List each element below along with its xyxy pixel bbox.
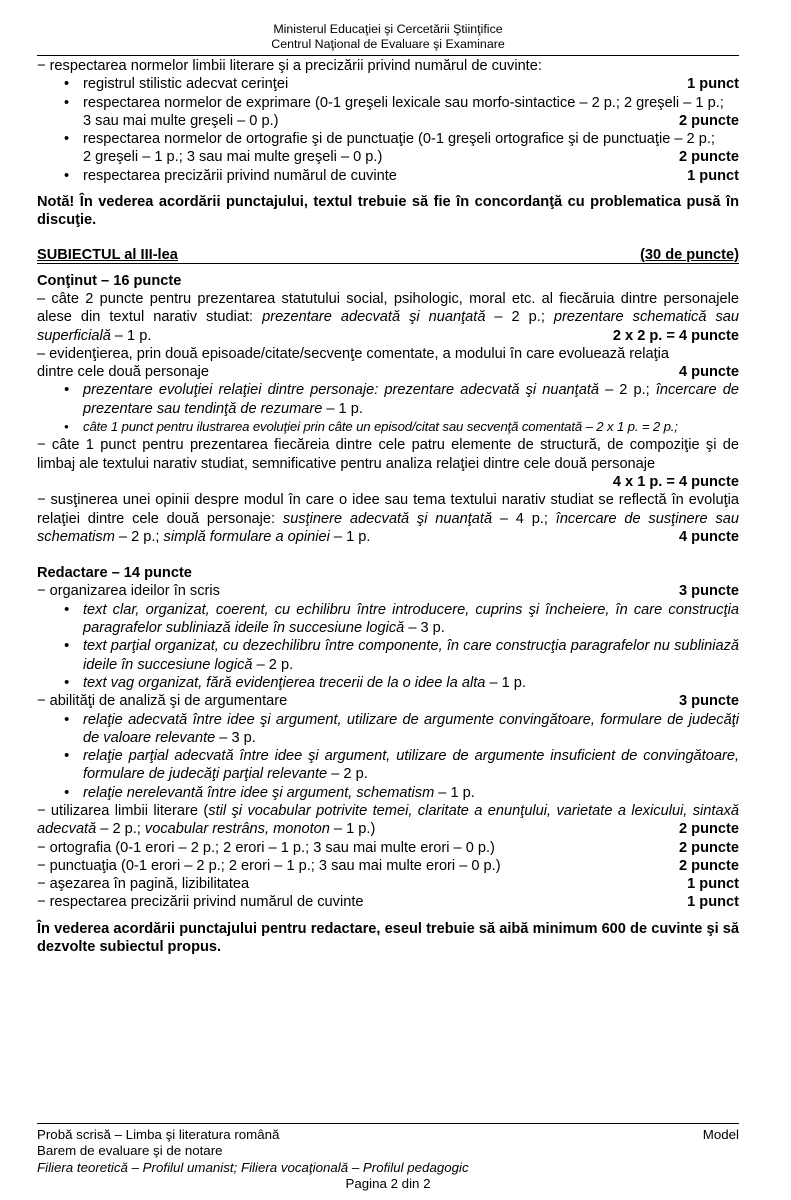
criterion-text: − organizarea ideilor în scris [37, 583, 220, 600]
content-criterion-structure-points: 4 x 1 p. = 4 puncte [612, 473, 739, 490]
scale-name: Barem de evaluare şi de notare [37, 1143, 223, 1159]
criterion-word-count [37, 167, 739, 185]
text-italic: stil şi vocabular potrivite temei, claritate a enunţului, varietate a lexicului, sintaxă adecvată [37, 802, 740, 838]
text-italic: text vag organizat, fără evidenţierea trecerii de la o idee la alta [83, 674, 486, 691]
criterion-points: 1 punct [687, 167, 739, 184]
criterion-points: 1 punct [687, 894, 739, 911]
content-criterion-relation [37, 345, 739, 382]
writing-criterion-punctuation [37, 857, 739, 875]
text: – 1 p. [485, 674, 526, 691]
argumentation-level-1 [37, 784, 739, 802]
page-header [37, 22, 739, 56]
argumentation-level-3 [37, 711, 739, 748]
text: – 1 p.) [329, 821, 376, 838]
content-heading: Conţinut – 16 puncte [37, 272, 182, 289]
text: – 2 p.; [114, 528, 164, 545]
text-italic: prezentare evoluţiei relaţiei dintre personaje: prezentare adecvată şi nuanţată [83, 382, 600, 399]
criterion-points: 4 puncte [678, 364, 739, 381]
criterion-text-line2: 2 greşeli – 1 p.; 3 sau mai multe greşeli – 0 p.) [83, 149, 383, 166]
text-italic: relaţie adecvată între idee şi argument, utilizare de argumente convingătoare, formulare de judecăţi de valoare relevante [83, 711, 739, 746]
text: − susţinerea unei opinii despre modul în care o idee sau tema textului narativ studiat se reflectă în evoluţia relaţiei dintre cele două personaje: [37, 492, 739, 527]
center-name: Centrul Naţional de Evaluare şi Examinare [271, 37, 505, 51]
criterion-points: 3 puncte [678, 583, 739, 600]
criterion-text: • registrul stilistic adecvat cerinţei [83, 76, 289, 93]
organization-level-3 [37, 601, 739, 638]
criterion-points: 1 punct [687, 876, 739, 893]
criterion-points: 3 puncte [678, 693, 739, 710]
subject-heading [37, 247, 739, 264]
text-italic: prezentare schematică sau superficială [37, 309, 739, 344]
writing-heading: Redactare – 14 puncte [37, 565, 192, 582]
text: – 1 p. [434, 784, 475, 801]
criterion-expression-norms [37, 94, 739, 131]
text: – 1 p. [329, 528, 371, 545]
criterion-text: − aşezarea în pagină, lizibilitatea [37, 876, 250, 893]
criterion-points: 2 puncte [678, 149, 739, 166]
criterion-text-line1: • respectarea normelor de ortografie şi de punctuaţie (0-1 greşeli ortografice şi de punctuaţie – 2 p.; [83, 131, 715, 148]
text: – 1 p. [110, 327, 152, 344]
page-number: Pagina 2 din 2 [345, 1175, 431, 1191]
content-criterion-status-points: 2 x 2 p. = 4 puncte [612, 327, 739, 344]
text: – 1 p. [322, 400, 363, 417]
literary-language-points: 2 puncte [678, 821, 739, 838]
page-footer [37, 1123, 739, 1192]
text: – 2 p. [252, 656, 294, 673]
criterion-text-line1: • respectarea normelor de exprimare (0-1 greşeli lexicale sau morfo-sintactice – 2 p.; 2 greşeli – 1 p.; [83, 94, 724, 111]
writing-criterion-word-count [37, 893, 739, 911]
exam-name: Probă scrisă – Limba şi literatura română [37, 1127, 280, 1142]
text: – 2 p. [327, 766, 368, 783]
criterion-text-line2: dintre cele două personaje [37, 364, 210, 381]
text-italic: text parţial organizat, cu dezechilibru între componente, în care construcţia paragrafelor nu subliniază ideile în succesiune logică [83, 638, 739, 673]
criterion-points: 2 puncte [678, 839, 739, 856]
text: – câte 2 puncte pentru prezentarea statutului social, psihologic, moral etc. al fiecăruia dintre personajele alese din textul narativ studiat: [37, 290, 739, 326]
criterion-text-line2: 3 sau mai multe greşeli – 0 p.) [83, 112, 279, 129]
text-italic: relaţie nerelevantă între idee şi argument, schematism [83, 784, 435, 801]
text-italic: relaţie parţial adecvată între idee şi argument, utilizare de argumente insuficient de convingătoare, formulare de judecăţi parţial relevante [83, 748, 739, 783]
criterion-orthography-norms [37, 130, 739, 167]
relation-evolution-bullet [37, 381, 739, 418]
writing-criterion-argumentation [37, 692, 739, 710]
text-italic: susţinere adecvată şi nuanţată [282, 510, 493, 527]
text: – 3 p. [215, 729, 256, 746]
text-italic: vocabular restrâns, monoton [144, 821, 330, 838]
norms-intro: − respectarea normelor limbii literare şi a precizării privind numărul de cuvinte: [37, 58, 542, 74]
criterion-text: • respectarea precizării privind numărul de cuvinte [83, 167, 397, 184]
profile-line: Filiera teoretică – Profilul umanist; Filiera vocaţională – Profilul pedagogic [37, 1159, 469, 1175]
criterion-text: − punctuaţia (0-1 erori – 2 p.; 2 erori – 1 p.; 3 sau mai multe erori – 0 p.) [37, 857, 501, 874]
text: – 2 p.; [96, 821, 145, 838]
document-body [37, 57, 739, 956]
text: – 2 p.; [485, 309, 554, 326]
relation-episode-bullet: • câte 1 punct pentru ilustrarea evoluţiei prin câte un episod/citat sau secvenţă comentată – 2 x 1 p. = 2 p.; [37, 418, 739, 436]
text-italic: prezentare adecvată şi nuanţată [262, 309, 486, 326]
text-italic: încercare de susţinere sau schematism [37, 510, 739, 545]
text: – 3 p. [404, 620, 445, 637]
text-italic: simplă formulare a opiniei [163, 528, 330, 545]
subject-title: SUBIECTUL al III-lea [37, 246, 178, 263]
writing-criterion-layout [37, 875, 739, 893]
text-italic: încercare de prezentare sau tendinţă de rezumare [83, 382, 739, 417]
subject-points: (30 de puncte) [640, 246, 739, 263]
text: – 4 p.; [492, 510, 556, 527]
writing-criterion-organization [37, 582, 739, 600]
content-criterion-structure: − câte 1 punct pentru prezentarea fiecăreia dintre cele patru elemente de structură, de compoziţie şi de limbaj ale textului narativ studiat, semnificative pentru analiza relaţiei dintre cele două personaje [37, 437, 739, 472]
criterion-text-line1: – evidenţierea, prin două episoade/citate/secvenţe comentate, a modului în care evoluează relaţia [37, 345, 669, 362]
ministry-name: Ministerul Educaţiei şi Cercetării Ştiinţifice [273, 22, 503, 36]
organization-level-1 [37, 674, 739, 692]
model-label: Model [702, 1127, 739, 1142]
criterion-points: 2 puncte [678, 857, 739, 874]
criterion-text: − ortografia (0-1 erori – 2 p.; 2 erori – 1 p.; 3 sau mai multe erori – 0 p.) [37, 839, 495, 856]
criterion-text: − respectarea precizării privind numărul de cuvinte [37, 894, 364, 911]
criterion-stylistic-register [37, 75, 739, 93]
note-concordance: Notă! În vederea acordării punctajului, textul trebuie să fie în concordanţă cu problematica pusă în discuţie. [37, 194, 739, 229]
argumentation-level-2 [37, 747, 739, 784]
writing-final-note: În vederea acordării punctajului pentru redactare, eseul trebuie să aibă minimum 600 de cuvinte şi să dezvolte subiectul propus. [37, 920, 739, 956]
criterion-points: 2 puncte [678, 112, 739, 129]
content-criterion-opinion-points: 4 puncte [678, 528, 739, 545]
criterion-points: 1 punct [687, 76, 739, 93]
organization-level-2 [37, 637, 739, 674]
writing-criterion-orthography [37, 839, 739, 857]
criterion-text: − abilităţi de analiză şi de argumentare [37, 693, 288, 710]
text-italic: text clar, organizat, coerent, cu echilibru între introducere, cuprins şi încheiere, în care construcţia paragrafelor subliniază ideile în succesiune logică [83, 601, 739, 637]
text: – 2 p.; [599, 382, 656, 399]
text: − utilizarea limbii literare ( [37, 802, 209, 819]
